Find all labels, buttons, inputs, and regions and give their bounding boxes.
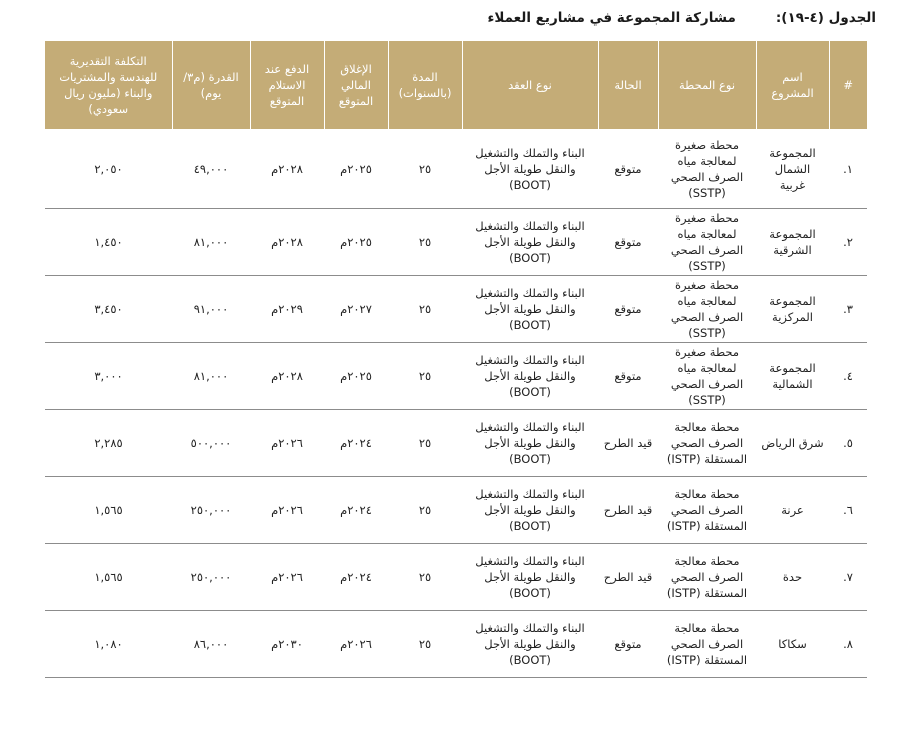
- cell-contract-type: البناء والتملك والتشغيل والنقل طويلة الأجل (BOOT): [462, 410, 598, 477]
- cell-plant-type: محطة صغيرة لمعالجة مياه الصرف الصحي (SSTP): [658, 209, 756, 276]
- cell-financial-close: ٢٠٢٤م: [324, 410, 388, 477]
- cell-contract-type: البناء والتملك والتشغيل والنقل طويلة الأجل (BOOT): [462, 611, 598, 678]
- cell-estimated-cost: ١,٥٦٥: [45, 477, 172, 544]
- cell-estimated-cost: ١,٤٥٠: [45, 209, 172, 276]
- caption-title: مشاركة المجموعة في مشاريع العملاء: [487, 10, 736, 26]
- cell-capacity: ٩١,٠٠٠: [172, 276, 250, 343]
- cell-status: متوقع: [598, 343, 658, 410]
- cell-status: متوقع: [598, 276, 658, 343]
- cell-duration: ٢٥: [388, 343, 462, 410]
- table-row: [45, 477, 867, 544]
- cell-capacity: ٨١,٠٠٠: [172, 343, 250, 410]
- cell-number: ٨.: [829, 611, 867, 678]
- cell-number: ٣.: [829, 276, 867, 343]
- cell-plant-type: محطة معالجة الصرف الصحي المستقلة (ISTP): [658, 410, 756, 477]
- cell-capacity: ٨١,٠٠٠: [172, 209, 250, 276]
- cell-duration: ٢٥: [388, 129, 462, 209]
- cell-cod: ٢٠٢٦م: [250, 544, 324, 611]
- cell-duration: ٢٥: [388, 276, 462, 343]
- cell-number: ٢.: [829, 209, 867, 276]
- cell-estimated-cost: ٢,٢٨٥: [45, 410, 172, 477]
- cell-capacity: ٢٥٠,٠٠٠: [172, 477, 250, 544]
- header-capacity: القدرة (م٣/يوم): [172, 41, 250, 129]
- cell-project-name: المجموعة الشرقية: [756, 209, 829, 276]
- table-caption: [487, 10, 876, 26]
- projects-table: [45, 41, 867, 678]
- cell-duration: ٢٥: [388, 209, 462, 276]
- table-row: [45, 209, 867, 276]
- cell-plant-type: محطة معالجة الصرف الصحي المستقلة (ISTP): [658, 477, 756, 544]
- cell-status: قيد الطرح: [598, 477, 658, 544]
- cell-number: ٦.: [829, 477, 867, 544]
- cell-financial-close: ٢٠٢٥م: [324, 209, 388, 276]
- cell-plant-type: محطة معالجة الصرف الصحي المستقلة (ISTP): [658, 544, 756, 611]
- cell-capacity: ٢٥٠,٠٠٠: [172, 544, 250, 611]
- cell-plant-type: محطة صغيرة لمعالجة مياه الصرف الصحي (SSTP): [658, 343, 756, 410]
- cell-number: ٤.: [829, 343, 867, 410]
- cell-status: متوقع: [598, 209, 658, 276]
- cell-duration: ٢٥: [388, 544, 462, 611]
- table-row: [45, 276, 867, 343]
- table-row: [45, 611, 867, 678]
- cell-plant-type: محطة معالجة الصرف الصحي المستقلة (ISTP): [658, 611, 756, 678]
- header-duration: المدة (بالسنوات): [388, 41, 462, 129]
- cell-number: ٥.: [829, 410, 867, 477]
- cell-estimated-cost: ١,٠٨٠: [45, 611, 172, 678]
- cell-contract-type: البناء والتملك والتشغيل والنقل طويلة الأجل (BOOT): [462, 276, 598, 343]
- cell-capacity: ٨٦,٠٠٠: [172, 611, 250, 678]
- table-row: [45, 343, 867, 410]
- header-number: #: [829, 41, 867, 129]
- header-row: [45, 41, 867, 129]
- cell-duration: ٢٥: [388, 477, 462, 544]
- cell-plant-type: محطة صغيرة لمعالجة مياه الصرف الصحي (SSTP): [658, 276, 756, 343]
- cell-project-name: المجموعة الشمال غربية: [756, 129, 829, 209]
- cell-cod: ٢٠٢٦م: [250, 410, 324, 477]
- header-contract-type: نوع العقد: [462, 41, 598, 129]
- cell-status: متوقع: [598, 129, 658, 209]
- cell-duration: ٢٥: [388, 611, 462, 678]
- cell-contract-type: البناء والتملك والتشغيل والنقل طويلة الأجل (BOOT): [462, 477, 598, 544]
- header-project-name: اسم المشروع: [756, 41, 829, 129]
- cell-financial-close: ٢٠٢٥م: [324, 129, 388, 209]
- cell-number: ٧.: [829, 544, 867, 611]
- table-row: [45, 544, 867, 611]
- cell-contract-type: البناء والتملك والتشغيل والنقل طويلة الأجل (BOOT): [462, 343, 598, 410]
- header-cod: الدفع عند الاستلام المتوقع: [250, 41, 324, 129]
- cell-estimated-cost: ٢,٠٥٠: [45, 129, 172, 209]
- cell-project-name: المجموعة المركزية: [756, 276, 829, 343]
- cell-cod: ٢٠٢٦م: [250, 477, 324, 544]
- cell-status: قيد الطرح: [598, 544, 658, 611]
- header-financial-close: الإغلاق المالي المتوقع: [324, 41, 388, 129]
- cell-project-name: المجموعة الشمالية: [756, 343, 829, 410]
- cell-capacity: ٤٩,٠٠٠: [172, 129, 250, 209]
- cell-contract-type: البناء والتملك والتشغيل والنقل طويلة الأجل (BOOT): [462, 129, 598, 209]
- table-row: [45, 129, 867, 209]
- cell-estimated-cost: ٣,٤٥٠: [45, 276, 172, 343]
- cell-contract-type: البناء والتملك والتشغيل والنقل طويلة الأجل (BOOT): [462, 544, 598, 611]
- cell-plant-type: محطة صغيرة لمعالجة مياه الصرف الصحي (SSTP): [658, 129, 756, 209]
- cell-contract-type: البناء والتملك والتشغيل والنقل طويلة الأجل (BOOT): [462, 209, 598, 276]
- cell-project-name: عرنة: [756, 477, 829, 544]
- cell-number: ١.: [829, 129, 867, 209]
- cell-cod: ٢٠٣٠م: [250, 611, 324, 678]
- cell-financial-close: ٢٠٢٥م: [324, 343, 388, 410]
- cell-estimated-cost: ١,٥٦٥: [45, 544, 172, 611]
- cell-project-name: سكاكا: [756, 611, 829, 678]
- cell-financial-close: ٢٠٢٧م: [324, 276, 388, 343]
- header-status: الحالة: [598, 41, 658, 129]
- cell-cod: ٢٠٢٨م: [250, 209, 324, 276]
- header-estimated-cost: التكلفة التقديرية للهندسة والمشتريات والبناء (مليون ريال سعودي): [45, 41, 172, 129]
- table-row: [45, 410, 867, 477]
- cell-cod: ٢٠٢٨م: [250, 343, 324, 410]
- cell-project-name: حدة: [756, 544, 829, 611]
- cell-financial-close: ٢٠٢٤م: [324, 477, 388, 544]
- cell-project-name: شرق الرياض: [756, 410, 829, 477]
- cell-capacity: ٥٠٠,٠٠٠: [172, 410, 250, 477]
- cell-cod: ٢٠٢٨م: [250, 129, 324, 209]
- caption-number: الجدول (٤-١٩):: [775, 10, 876, 26]
- cell-duration: ٢٥: [388, 410, 462, 477]
- cell-financial-close: ٢٠٢٦م: [324, 611, 388, 678]
- cell-cod: ٢٠٢٩م: [250, 276, 324, 343]
- cell-status: قيد الطرح: [598, 410, 658, 477]
- cell-estimated-cost: ٣,٠٠٠: [45, 343, 172, 410]
- cell-financial-close: ٢٠٢٤م: [324, 544, 388, 611]
- cell-status: متوقع: [598, 611, 658, 678]
- header-plant-type: نوع المحطة: [658, 41, 756, 129]
